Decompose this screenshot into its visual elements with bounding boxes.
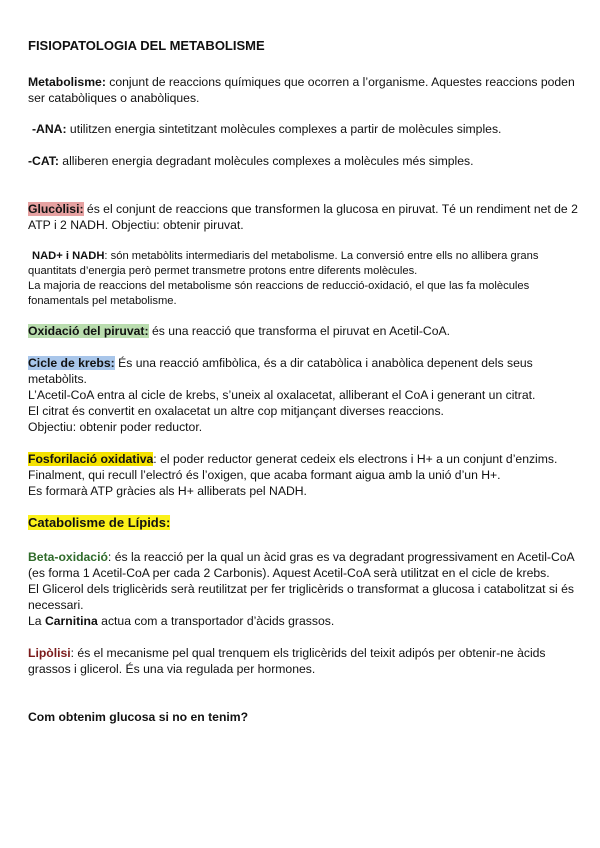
beta-line1 — [28, 549, 580, 565]
beta-line3: El Glicerol dels triglicèrids serà reutilitzat per fer triglicèrids o transformat a glucosa i catabolitzat si és — [28, 582, 574, 596]
nad-term: NAD+ i NADH — [32, 250, 105, 262]
fosforilacio-line3: Es formarà ATP gràcies als H+ alliberats pel NADH. — [28, 484, 307, 498]
lipolisi-line1 — [28, 645, 580, 661]
krebs-def: És una reacció amfibòlica, és a dir catabòlica i anabòlica depenent dels seus — [114, 356, 533, 370]
oxidacio-def: és una reacció que transforma el piruvat en Acetil-CoA. — [148, 324, 451, 338]
fosforilacio-line2: Finalment, qui recull l’electró és l’oxigen, que acaba formant aigua amb la unió d’un H+. — [28, 468, 501, 482]
catabolisme-lipids-heading: Catabolisme de Lípids: — [28, 515, 171, 530]
ana-line — [32, 121, 584, 137]
cat-line — [28, 153, 580, 169]
glucolisi-line2: ATP i 2 NADH. Objectiu: obtenir piruvat. — [28, 218, 244, 232]
krebs-line5: Objectiu: obtenir poder reductor. — [28, 420, 203, 434]
fosforilacio-term: Fosforilació oxidativa — [28, 452, 154, 466]
metabolisme-def: conjunt de reaccions químiques que ocorren a l’organisme. Aquestes reaccions poden — [105, 75, 575, 89]
lipolisi-def: : és el mecanisme pel qual trenquem els triglicèrids del teixit adipós per obtenir-ne àcids — [70, 646, 546, 660]
glucolisi-line1 — [28, 201, 580, 217]
metabolisme-term: Metabolisme: — [28, 75, 106, 89]
oxidacio-term: Oxidació del piruvat: — [28, 324, 149, 338]
ana-def: utilitzen energia sintetitzant molècules complexes a partir de molècules simples. — [66, 122, 502, 136]
nad-line2: quantitats d’energia però permet transmetre protons entre diferents molècules. — [28, 265, 418, 277]
beta-line4: necessari. — [28, 598, 84, 612]
glucolisi-term: Glucòlisi: — [28, 202, 84, 216]
cat-def: alliberen energia degradant molècules complexes a molècules més simples. — [58, 154, 474, 168]
krebs-term: Cicle de krebs: — [28, 356, 115, 370]
beta-line2: (es forma 1 Acetil-CoA per cada 2 Carbonis). Aquest Acetil-CoA serà utilitzat en el cicle de krebs. — [28, 566, 550, 580]
krebs-line1 — [28, 355, 580, 371]
lipolisi-term: Lipòlisi — [28, 646, 71, 660]
page-title: FISIOPATOLOGIA DEL METABOLISME — [28, 38, 265, 53]
catabolisme-lipids-heading-row — [28, 515, 580, 531]
krebs-line4: El citrat és convertit en oxalacetat un altre cop mitjançant diverses reaccions. — [28, 404, 444, 418]
beta-def: : és la reacció per la qual un àcid gras es va degradant progressivament en Acetil-CoA — [107, 550, 575, 564]
cat-term: -CAT: — [28, 154, 59, 168]
oxidacio-line — [28, 323, 580, 339]
nad-def: : són metabòlits intermediaris del metabolisme. La conversió entre ells no allibera grans — [104, 250, 539, 262]
beta-term: Beta-oxidació — [28, 550, 108, 564]
question-heading: Com obtenim glucosa si no en tenim? — [28, 710, 249, 724]
lipolisi-line2: grassos i glicerol. És una via regulada per hormones. — [28, 662, 316, 676]
metabolisme-paragraph-line2: ser catabòliques o anabòliques. — [28, 91, 200, 105]
nad-line1 — [32, 249, 584, 264]
metabolisme-paragraph-line1 — [28, 74, 580, 90]
glucolisi-def: és el conjunt de reaccions que transformen la glucosa en piruvat. Té un rendiment net de 2 — [83, 202, 578, 216]
krebs-line2: metabòlits. — [28, 372, 87, 386]
nad-line4: fonamentals pel metabolisme. — [28, 295, 177, 307]
beta-line5-pre: La — [28, 614, 45, 628]
fosforilacio-line1 — [28, 451, 580, 467]
fosforilacio-def: : el poder reductor generat cedeix els electrons i H+ a un conjunt d’enzims. — [153, 452, 558, 466]
beta-line5-post: actua com a transportador d’àcids grassos. — [97, 614, 335, 628]
nad-line3: La majoria de reaccions del metabolisme són reaccions de reducció-oxidació, el que las fa molècules — [28, 280, 530, 292]
krebs-line3: L’Acetil-CoA entra al cicle de krebs, s’uneix al oxalacetat, alliberant el CoA i generant un citrat. — [28, 388, 536, 402]
carnitina-term: Carnitina — [44, 614, 98, 628]
ana-term: -ANA: — [32, 122, 67, 136]
beta-line5 — [28, 613, 580, 629]
